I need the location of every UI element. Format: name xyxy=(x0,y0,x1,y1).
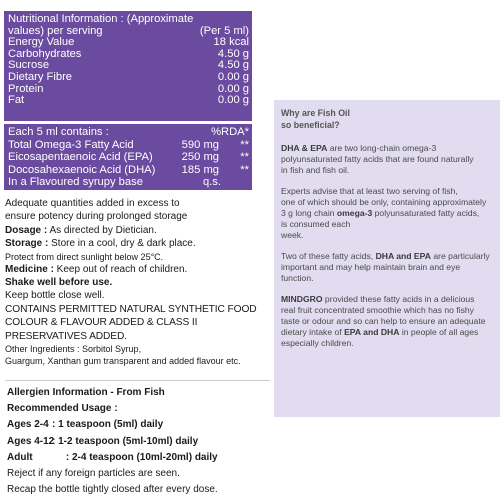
ingredient-name: Eicosapentaenoic Acid (EPA) xyxy=(8,151,153,164)
contents-header xyxy=(8,126,249,139)
recap-note: Recap the bottle tightly closed after every dose. xyxy=(7,484,218,496)
ingredient-amount: 185 mg xyxy=(181,163,219,176)
ingredient-rda: ** xyxy=(240,163,249,176)
info-text: Two of these fatty acids, xyxy=(281,251,376,262)
nutrient-label: Energy Value xyxy=(8,36,75,49)
nutrition-row xyxy=(8,95,249,107)
nutrient-label: Fat xyxy=(8,94,25,107)
info-text: week. xyxy=(281,230,304,241)
medicine-line xyxy=(5,263,270,276)
nutrition-row xyxy=(8,72,249,84)
usage-age: Ages 2-4 xyxy=(7,419,49,431)
nutrient-value: 0.00 g xyxy=(217,70,249,83)
info-paragraph-2 xyxy=(281,186,494,241)
contains-note-2: COLOUR & FLAVOUR ADDED & CLASS II xyxy=(5,317,198,329)
info-text: is consumed each xyxy=(281,219,351,230)
ingredient-name: Total Omega-3 Fatty Acid xyxy=(8,138,134,151)
nutrition-per: (Per 5 ml) xyxy=(199,24,249,37)
nutrition-title: Nutritional Information : (Approximate xyxy=(8,13,194,25)
info-title-line-1: Why are Fish Oil xyxy=(281,108,350,118)
storage-text: Store in a cool, dry & dark place. xyxy=(48,238,196,250)
contents-title: Each 5 ml contains : xyxy=(8,126,109,138)
nutrition-header-1 xyxy=(8,14,249,26)
dosage-text: As directed by Dietician. xyxy=(47,224,157,236)
info-text: dietary intake of xyxy=(281,327,345,338)
nutrient-value: 18 kcal xyxy=(213,36,249,49)
fish-oil-info-panel xyxy=(274,100,500,417)
info-text: in people of all ages xyxy=(399,327,479,338)
storage-line xyxy=(5,237,270,250)
base-value: q.s. xyxy=(202,176,221,189)
info-title-line-2: so beneficial? xyxy=(281,119,340,130)
nutrient-value: 4.50 g xyxy=(217,47,249,60)
usage-age: Ages 4-12 xyxy=(7,435,55,447)
info-paragraph-4 xyxy=(281,294,494,349)
ingredient-amount: 250 mg xyxy=(181,151,219,164)
dosage-label: Dosage : xyxy=(5,224,48,236)
reject-note: Reject if any foreign particles are seen. xyxy=(7,468,180,480)
contents-base-row xyxy=(8,176,249,189)
info-emphasis: DHA and EPA xyxy=(375,251,431,262)
usage-dose: : 1 teaspoon (5ml) daily xyxy=(52,419,164,431)
info-text: especially children. xyxy=(281,338,354,349)
info-emphasis: DHA & EPA xyxy=(281,143,328,154)
allergen-section xyxy=(7,385,269,498)
base-label: In a Flavoured syrupy base xyxy=(8,176,143,189)
usage-title: Recommended Usage : xyxy=(7,403,118,415)
medicine-text: Keep out of reach of children. xyxy=(53,263,188,275)
nutrient-label: Sucrose xyxy=(8,59,50,72)
info-paragraph-3 xyxy=(281,251,494,284)
nutrient-label: Protein xyxy=(8,82,44,95)
ingredient-amount: 590 mg xyxy=(181,138,219,151)
contents-row xyxy=(8,139,249,152)
contains-note-1: CONTAINS PERMITTED NATURAL SYNTHETIC FOOD xyxy=(5,303,257,315)
nutrition-table xyxy=(4,11,252,121)
nutrient-value: 4.50 g xyxy=(217,59,249,72)
contains-note-3: PRESERVATIVES ADDED. xyxy=(5,330,127,342)
info-text: 3 g long chain xyxy=(281,208,337,219)
excess-note-1: Adequate quantities added in excess to xyxy=(5,198,180,209)
usage-row xyxy=(7,450,269,466)
info-text: real fruit concentrated smoothie which has no fishy xyxy=(281,305,474,316)
contents-row xyxy=(8,164,249,177)
keep-closed-note: Keep bottle close well. xyxy=(5,290,105,302)
usage-row xyxy=(7,417,269,433)
info-text: are two long-chain omega-3 xyxy=(327,143,437,154)
info-text: important and may help maintain brain and eye xyxy=(281,262,461,273)
usage-dose: : 2-4 teaspoon (10ml-20ml) daily xyxy=(52,451,218,463)
instructions xyxy=(5,197,270,367)
info-text: polyunsaturated fatty acids, xyxy=(372,208,480,219)
info-text: polyunsaturated fatty acids that are found naturally xyxy=(281,154,474,165)
info-text: taste or odour and so can help to ensure an adequate xyxy=(281,316,486,327)
info-text: in fish and fish oil. xyxy=(281,165,350,176)
ingredient-name: Docosahexaenoic Acid (DHA) xyxy=(8,163,156,176)
sunlight-note: Protect from direct sunlight below 25°C. xyxy=(5,251,164,262)
info-text: function. xyxy=(281,273,314,284)
section-divider xyxy=(5,380,270,381)
medicine-label: Medicine : xyxy=(5,263,54,275)
other-ingredients-1: Other Ingredients : Sorbitol Syrup, xyxy=(5,344,142,355)
nutrient-value: 0.00 g xyxy=(217,82,249,95)
excess-note-2: ensure potency during prolonged storage xyxy=(5,211,188,223)
usage-dose: : 1-2 teaspoon (5ml-10ml) daily xyxy=(52,435,199,447)
other-ingredients-2: Guargum, Xanthan gum transparent and added flavour etc. xyxy=(5,356,241,367)
contents-table xyxy=(4,124,252,190)
info-emphasis: MINDGRO xyxy=(281,294,323,305)
nutrient-value: 0.00 g xyxy=(217,94,249,107)
usage-age: Adult xyxy=(7,451,33,463)
info-text: are particularly xyxy=(430,251,490,262)
nutrition-row xyxy=(8,84,249,96)
contents-row xyxy=(8,151,249,164)
allergen-info: Allergien Information - From Fish xyxy=(7,387,165,398)
info-emphasis: omega-3 xyxy=(336,208,373,219)
dosage-line xyxy=(5,224,270,237)
info-paragraph-1 xyxy=(281,143,494,176)
info-text: Experts advise that at least two serving of fish, xyxy=(281,186,458,197)
info-text: one of which should be only, containing approximately xyxy=(281,197,487,208)
info-title xyxy=(281,108,494,131)
ingredient-rda: ** xyxy=(240,151,249,164)
storage-label: Storage : xyxy=(5,238,49,250)
rda-header: %RDA* xyxy=(211,126,249,138)
info-text: provided these fatty acids in a delicious xyxy=(322,294,475,305)
nutrient-label: Carbohydrates xyxy=(8,47,82,60)
shake-note: Shake well before use. xyxy=(5,277,113,289)
usage-row xyxy=(7,434,269,450)
ingredient-rda: ** xyxy=(240,138,249,151)
nutrient-label: Dietary Fibre xyxy=(8,70,73,83)
info-emphasis: EPA and DHA xyxy=(344,327,400,338)
nutrition-subtitle: values) per serving xyxy=(8,24,103,37)
